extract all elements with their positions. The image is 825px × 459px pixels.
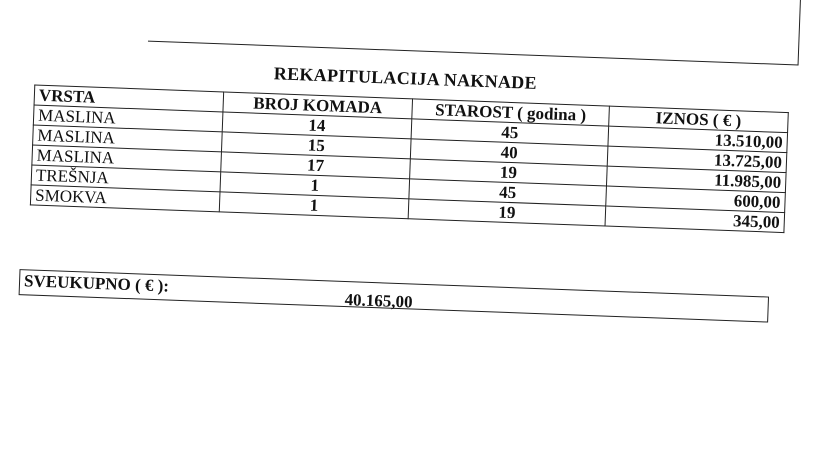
cell-starost: 19 (408, 199, 606, 226)
cell-starost: 40 (410, 139, 608, 166)
total-box (19, 269, 769, 322)
cell-broj: 14 (222, 112, 412, 139)
cell-vrsta: TREŠNJA (31, 165, 221, 192)
cell-vrsta: MASLINA (33, 105, 223, 132)
cell-iznos: 600,00 (606, 186, 786, 213)
cell-vrsta: SMOKVA (30, 185, 220, 212)
cell-vrsta: MASLINA (33, 125, 223, 152)
header-starost: STAROST ( godina ) (412, 99, 610, 126)
header-broj-komada: BROJ KOMADA (223, 92, 413, 119)
cell-broj: 1 (220, 172, 410, 199)
cell-iznos: 11.985,00 (606, 166, 786, 193)
previous-section-box (148, 0, 802, 65)
cell-broj: 17 (221, 152, 411, 179)
page-title: REKAPITULACIJA NAKNADE (273, 63, 538, 93)
header-vrsta: VRSTA (34, 85, 224, 112)
total-value: 40.165,00 (344, 290, 413, 312)
total-label: SVEUKUPNO ( € ): (23, 271, 170, 296)
cell-broj: 15 (221, 132, 411, 159)
recap-table (30, 85, 789, 234)
cell-vrsta: MASLINA (32, 145, 222, 172)
cell-starost: 19 (410, 159, 608, 186)
header-iznos: IZNOS ( € ) (609, 106, 789, 133)
cell-iznos: 345,00 (605, 206, 785, 233)
cell-starost: 45 (411, 119, 609, 146)
cell-broj: 1 (219, 192, 409, 219)
cell-starost: 45 (409, 179, 607, 206)
cell-iznos: 13.725,00 (607, 146, 787, 173)
cell-iznos: 13.510,00 (608, 126, 788, 153)
